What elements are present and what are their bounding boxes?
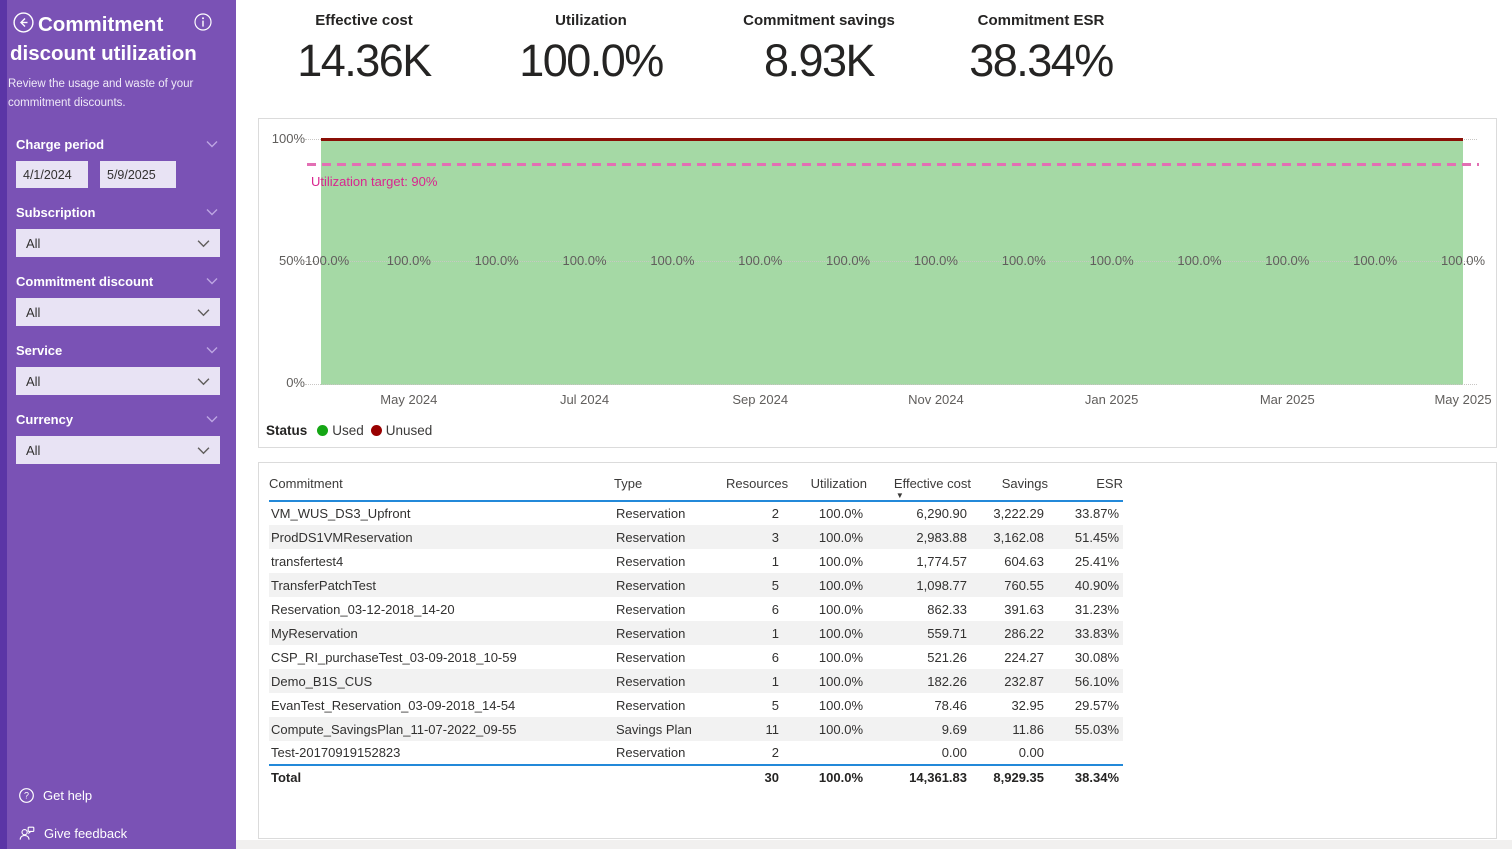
x-axis-tick: May 2025 [1434,392,1492,407]
table-cell: 5 [771,697,779,713]
legend-item-unused[interactable] [371,423,433,438]
legend-title: Status [266,423,308,438]
y-axis-tick: 0% [286,375,305,390]
kpi-label: Utilization [555,12,627,29]
column-header-resources[interactable] [726,471,789,501]
column-header-esr[interactable] [1048,471,1123,501]
table-cell: 1 [771,553,779,569]
unused-dot-icon [371,425,382,436]
filter-header[interactable] [16,342,218,358]
table-cell: 11 [765,721,779,737]
table-body [269,501,1123,789]
filter-header[interactable] [16,204,218,220]
info-icon[interactable] [194,13,212,31]
table-cell: 33.87% [1074,506,1119,521]
table-cell: TransferPatchTest [271,577,377,593]
table-cell: Reservation [616,506,686,521]
sort-descending-icon: ▼ [895,491,904,500]
chevron-down-icon [206,346,218,354]
help-icon [19,788,34,803]
table-cell: 6 [771,601,779,617]
column-header-label: Resources [726,476,789,491]
table-cell: Reservation [616,553,686,569]
table-cell: 33.83% [1074,625,1119,641]
table-cell: 5 [771,577,779,593]
give-feedback-link[interactable] [19,826,127,841]
dropdown-value: All [26,304,41,320]
table-cell: 760.55 [1004,577,1044,593]
data-label: 100.0% [1177,253,1222,268]
table-cell: 0.00 [941,745,967,760]
x-axis-tick: May 2024 [380,392,438,407]
filter-subscription [0,204,236,257]
kpi-commitment-esr [931,0,1151,87]
data-label: 100.0% [1265,253,1310,268]
table-cell: Reservation [616,745,686,760]
table-cell: 286.22 [1004,625,1044,641]
dropdown-value: All [26,442,41,458]
kpi-utilization [481,0,701,87]
table-cell: 40.90% [1074,577,1119,593]
commitment-discount-dropdown[interactable] [16,298,220,326]
kpi-value: 8.93K [763,35,875,86]
table-cell [1048,741,1123,765]
chevron-down-icon [197,377,210,386]
chevron-down-icon [197,239,210,248]
table-row[interactable] [269,501,1123,525]
filter-label: Commitment discount [16,273,154,289]
table-cell: 100.0% [818,506,863,521]
table-cell: 78.46 [934,697,967,713]
filter-label: Subscription [16,204,96,220]
table-cell: 3,162.08 [993,529,1044,545]
y-axis-tick: 100% [271,131,305,146]
end-date-input[interactable]: 5/9/2025 [100,161,176,188]
table-cell: 1 [771,625,779,641]
chevron-down-icon [206,415,218,423]
table-cell: 2 [771,745,779,760]
table-cell: Reservation [616,649,686,665]
currency-dropdown[interactable] [16,436,220,464]
filter-service [0,342,236,395]
chart-data-labels [305,253,1486,269]
dropdown-value: All [26,235,41,251]
legend-label: Unused [385,423,433,438]
get-help-label: Get help [43,788,93,803]
table-cell: 100.0% [818,649,863,665]
start-date-input[interactable]: 4/1/2024 [16,161,88,188]
filter-label: Service [16,342,63,358]
column-header-label: Utilization [810,476,867,491]
column-header-utilization[interactable] [783,471,867,501]
filter-currency [0,411,236,464]
sidebar [0,0,236,849]
table-cell: Reservation [616,625,686,641]
used-dot-icon [317,425,328,436]
table-row[interactable] [269,573,1123,597]
table-cell: 3,222.29 [993,506,1044,521]
table-cell: CSP_RI_purchaseTest_03-09-2018_10-59 [271,649,517,665]
table-row[interactable] [269,597,1123,621]
table-cell: ProdDS1VMReservation [271,529,413,545]
give-feedback-label: Give feedback [44,826,128,841]
table-cell: Savings Plan [616,721,692,737]
column-header-label: Effective cost ▼ [893,476,971,500]
data-label: 100.0% [1440,253,1486,268]
gridline-0 [305,384,1477,385]
kpi-commitment-savings [709,0,929,87]
filter-panel [0,136,236,464]
table-cell: Reservation [616,529,686,545]
table-cell: 55.03% [1074,721,1119,737]
table-cell: 32.95 [1011,697,1044,713]
table-cell: 604.63 [1004,553,1044,569]
back-button[interactable] [13,12,34,33]
column-header-label: ESR [1096,476,1123,491]
table-cell: Reservation_03-12-2018_14-20 [271,601,455,617]
column-header-label: Type [614,476,643,491]
data-label: 100.0% [1353,253,1398,268]
filter-header[interactable] [16,411,218,427]
unused-line-series [321,138,1463,141]
table-cell: Compute_SavingsPlan_11-07-2022_09-55 [271,721,517,737]
column-header-label: Savings [1001,476,1048,491]
table-cell: EvanTest_Reservation_03-09-2018_14-54 [271,697,516,713]
commitments-table-card [258,462,1497,839]
feedback-icon [19,826,35,841]
column-header-effective-cost[interactable] [867,471,971,501]
column-header-commitment[interactable] [269,471,614,501]
table-cell: 100.0% [818,553,863,569]
chart-legend [266,423,432,438]
commitments-table [269,471,1123,789]
svg-text:?: ? [23,790,30,801]
column-header-type[interactable] [614,471,726,501]
utilization-area-chart [258,118,1497,448]
legend-label: Used [332,423,364,438]
table-row[interactable] [269,669,1123,693]
kpi-value: 100.0% [519,35,663,86]
table-cell: 100.0% [818,721,863,737]
report-canvas [236,0,1512,849]
data-label: 100.0% [913,253,958,268]
dropdown-value: All [26,373,41,389]
chevron-down-icon [206,277,218,285]
table-row[interactable] [269,549,1123,573]
table-cell: 6,290.90 [916,506,967,521]
table-cell: 391.63 [1004,601,1044,617]
table-cell: MyReservation [271,625,358,641]
table-cell: 100.0% [818,577,863,593]
table-cell: 224.27 [1004,649,1044,665]
table-cell: Reservation [616,673,686,689]
back-arrow-icon [13,12,34,33]
filter-label: Currency [16,411,74,427]
kpi-label: Commitment savings [743,12,895,29]
data-label: 100.0% [1001,253,1046,268]
table-cell: 1 [771,673,779,689]
table-cell: 100.0% [818,673,863,689]
data-label: 100.0% [386,253,431,268]
chevron-down-icon [206,140,218,148]
table-cell: 1,098.77 [916,577,967,593]
y-axis-tick: 50% [278,253,305,268]
table-cell: 100.0% [818,529,863,545]
kpi-label: Effective cost [315,12,413,29]
chevron-down-icon [206,208,218,216]
bottom-strip [236,840,1512,849]
table-row[interactable] [269,621,1123,645]
table-cell: 100.0% [818,625,863,641]
table-cell: 51.45% [1074,529,1119,545]
filter-header[interactable] [16,273,218,289]
total-cell: 38.34% [1048,765,1123,789]
table-cell: 100.0% [818,601,863,617]
table-cell: 2,983.88 [916,529,967,545]
total-cell [614,765,726,789]
table-cell: 3 [771,529,779,545]
table-row[interactable] [269,645,1123,669]
kpi-value: 14.36K [297,35,431,86]
table-cell: Reservation [616,601,686,617]
sidebar-accent-strip [0,0,7,849]
data-label: 100.0% [826,253,871,268]
page-subtitle: Review the usage and waste of your commitment discounts. [8,78,194,109]
x-axis-tick: Jul 2024 [559,392,610,407]
table-cell: 9.69 [941,721,967,737]
total-cell: 14,361.83 [867,765,971,789]
table-cell: Reservation [616,697,686,713]
table-cell: 232.87 [1004,673,1044,689]
data-label: 100.0% [474,253,519,268]
table-header-row [269,471,1123,501]
table-row[interactable] [269,525,1123,549]
chart-x-axis [321,392,1492,408]
table-cell: 1,774.57 [916,553,967,569]
page-title: Commitment discount utilization [10,13,197,65]
table-cell: 29.57% [1074,697,1119,713]
table-cell: transfertest4 [271,553,344,569]
table-row[interactable] [269,693,1123,717]
table-cell: 30.08% [1074,649,1119,665]
table-cell: 182.26 [927,673,967,689]
table-cell [783,741,867,765]
chevron-down-icon [197,308,210,317]
table-cell: 56.10% [1074,673,1119,689]
table-cell: 100.0% [818,697,863,713]
table-total-row [269,765,1123,789]
get-help-link[interactable] [19,788,92,803]
table-cell: 11.86 [1012,721,1044,737]
x-axis-tick: Jan 2025 [1084,392,1139,407]
table-cell: VM_WUS_DS3_Upfront [271,506,411,521]
subscription-dropdown[interactable] [16,229,220,257]
data-label: 100.0% [305,253,350,268]
utilization-target-label: Utilization target: 90% [311,174,438,189]
column-header-label: Commitment [269,476,343,491]
table-cell: 521.26 [927,649,967,665]
table-cell: Reservation [616,577,686,593]
filter-header[interactable] [16,136,218,152]
table-cell: 25.41% [1074,553,1119,569]
filter-commitment-discount [0,273,236,326]
data-label: 100.0% [1089,253,1134,268]
table-row[interactable] [269,741,1123,765]
table-cell: Test-20170919152823 [271,745,401,760]
table-cell: Demo_B1S_CUS [271,673,373,689]
x-axis-tick: Sep 2024 [732,392,789,407]
chevron-down-icon [197,446,210,455]
filter-label: Charge period [16,136,105,152]
table-cell: 559.71 [927,625,967,641]
table-cell: 6 [771,649,779,665]
data-label: 100.0% [562,253,607,268]
table-cell: 862.33 [927,601,967,617]
kpi-effective-cost [254,0,474,87]
data-label: 100.0% [650,253,695,268]
kpi-value: 38.34% [969,35,1113,86]
utilization-target-line [307,163,1479,166]
total-cell: 8,929.35 [971,765,1048,789]
x-axis-tick: Mar 2025 [1259,392,1315,407]
total-cell: Total [269,765,614,789]
total-cell: 30 [726,765,783,789]
legend-item-used[interactable] [317,423,364,438]
x-axis-tick: Nov 2024 [908,392,964,407]
service-dropdown[interactable] [16,367,220,395]
table-cell: 31.23% [1074,601,1119,617]
table-row[interactable] [269,717,1123,741]
kpi-label: Commitment ESR [977,12,1105,29]
table-cell: 0.00 [1018,745,1044,760]
total-cell: 100.0% [783,765,867,789]
filter-charge-period [0,136,236,188]
table-cell: 2 [771,506,779,521]
data-label: 100.0% [738,253,783,268]
column-header-savings[interactable] [971,471,1048,501]
